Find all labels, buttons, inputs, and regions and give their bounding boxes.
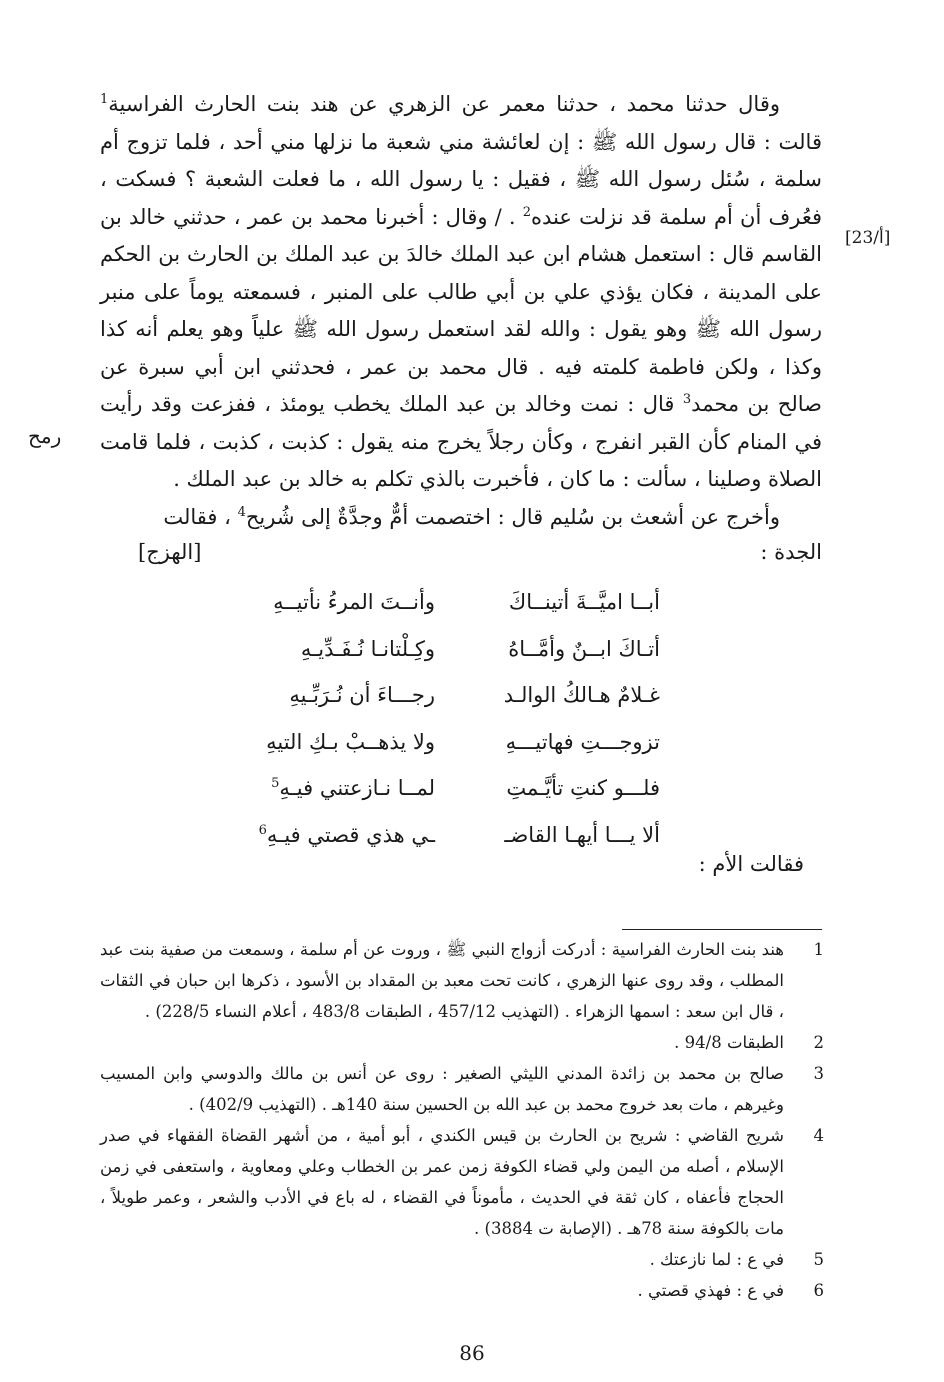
verse-first-hemistich: ألا يـــا أيهـا القاضـ xyxy=(504,822,660,847)
closing-line: فقالت الأم : xyxy=(698,852,804,876)
footnote-number: 5 xyxy=(813,1250,824,1269)
speaker-label: الجدة : xyxy=(760,540,822,564)
footnote-number: 3 xyxy=(813,1064,824,1083)
footnote-marker[interactable]: 5 xyxy=(271,776,280,791)
verse-second-hemistich: وكِـلْتانـا نُـفَـدِّيـهِ xyxy=(300,636,435,661)
footnote xyxy=(100,1027,824,1058)
footnote-marker[interactable]: 6 xyxy=(258,822,267,838)
footnote-marker[interactable]: 1 xyxy=(100,92,109,107)
margin-annotation: رمح xyxy=(28,424,62,448)
manuscript-folio-ref: [23/أ] xyxy=(845,228,891,248)
verse-second-hemistich: لمــا نـازعتني فيـهِ$^5$ xyxy=(271,776,435,800)
page-number: 86 xyxy=(459,1341,485,1365)
main-text xyxy=(100,86,822,536)
footnote xyxy=(100,1120,824,1244)
footnote-text: في ع : لما نازعتك . xyxy=(649,1250,784,1269)
verse-first-hemistich: أبــا اميَّــةَ أتينــاكَ xyxy=(508,590,660,614)
footnote-number: 4 xyxy=(813,1126,824,1145)
paragraph-1: وقال حدثنا محمد ، حدثنا معمر عن الزهري عن هند بنت الحارث الفراسية$^1$ قالت : قال رسول الله ﷺ : إن لعائشة مني شعبة ما نزلها مني أحد ، فلما تزوج أم سلمة ، سُئل رسول الله ﷺ ، فقيل : يا رسول الله ، ما فعلت الشعبة ؟ فسكت ، فعُرف أن أم سلمة قد نزلت عنده$^2$ . / وقال : أخبرنا محمد بن عمر ، حدثني خالد بن القاسم قال : استعمل هشام ابن عبد الملك خالدَ بن عبد الملك بن الحارث بن الحكم على المدينة ، فكان يؤذي علي بن أبي طالب على المنبر ، فسمعته يوماً على منبر رسول الله ﷺ وهو يقول : والله لقد استعمل رسول الله ﷺ علياً وهو يعلم أنه كذا وكذا ، ولكن فاطمة كلمته فيه . قال محمد بن عمر ، فحدثني ابن أبي سبرة عن صالح بن محمد$^3$ قال : نمت وخالد بن عبد الملك يخطب يومئذ ، ففزعت وقد رأيت في المنام كأن القبر انفرج ، وكأن رجلاً يخرج منه يقول : كذبت ، كذبت ، فلما قامت الصلاة وصلينا ، سألت : ما كان ، فأخبرت بالذي تكلم به خالد بن عبد الملك . xyxy=(100,92,822,491)
footnote xyxy=(100,1244,824,1275)
verse-second-hemistich: رجـــاءَ أن نُـرَبِّـيهِ xyxy=(289,683,435,707)
footnote-text: في ع : فهذي قصتي . xyxy=(637,1281,784,1300)
footnote xyxy=(100,1058,824,1120)
footnote-marker[interactable]: 3 xyxy=(682,392,692,407)
footnote-number: 6 xyxy=(813,1281,824,1300)
footnote-marker[interactable]: 2 xyxy=(522,204,532,220)
verse-first-hemistich: غـلامٌ هـالكُ الوالـد xyxy=(503,683,660,707)
speaker-row xyxy=(100,540,822,578)
poem xyxy=(240,582,660,861)
verse-second-hemistich: ـي هذي قصتي فيـهِ$^6$ xyxy=(258,822,435,847)
footnote xyxy=(100,1275,824,1306)
poem-verse xyxy=(240,722,660,769)
footnote xyxy=(100,934,824,1027)
footnote-marker[interactable]: 4 xyxy=(237,504,246,520)
poetic-meter: [الهزج] xyxy=(138,540,202,564)
paragraph-2: وأخرج عن أشعث بن سُليم قال : اختصمت أمٌّ وجدَّةٌ إلى شُريح$^4$ ، فقالت xyxy=(163,504,780,529)
verse-first-hemistich: أتـاكَ ابــنٌ وأمَّــاهُ xyxy=(508,636,660,661)
verse-first-hemistich: تزوجـــتِ فهاتيـــهِ xyxy=(505,729,660,754)
poem-verse xyxy=(240,629,660,676)
footnote-number: 1 xyxy=(813,940,824,959)
footnote-number: 2 xyxy=(813,1033,824,1052)
footnotes xyxy=(100,934,824,1306)
footnote-text: شريح القاضي : شريح بن الحارث بن قيس الكندي ، أبو أمية ، من أشهر القضاة الفقهاء في صدر الإسلام ، أصله من اليمن ولي قضاء الكوفة زمن عمر بن الخطاب وعلي ومعاوية ، واستعفى في زمن الحجاج فأعفاه ، كان ثقة في الحديث ، مأموناً في القضاء ، له باع في الأدب والشعر ، وعمر طويلاً ، مات بالكوفة سنة 78هـ . (الإصابة ت 3884) . xyxy=(100,1126,784,1238)
poem-verse xyxy=(240,768,660,815)
footnote-separator xyxy=(622,929,822,930)
poem-verse xyxy=(240,582,660,629)
footnote-text: صالح بن محمد بن زائدة المدني الليثي الصغير : روى عن أنس بن مالك والدوسي وابن المسيب وغيرهم ، مات بعد خروج محمد بن عبد الله بن الحسين سنة 140هـ . (التهذيب 402/9) . xyxy=(100,1064,784,1114)
footnote-text: الطبقات 94/8 . xyxy=(674,1033,784,1052)
poem-verse xyxy=(240,675,660,722)
poem-verse xyxy=(240,815,660,862)
verse-second-hemistich: وأنــتَ المرءُ نأتيــهِ xyxy=(273,590,435,614)
verse-first-hemistich: فلـــو كنتِ تأيَّـمتِ xyxy=(506,776,660,800)
footnote-text: هند بنت الحارث الفراسية : أدركت أزواج النبي ﷺ ، وروت عن أم سلمة ، وسمعت من صفية بنت عبد المطلب ، وقد روى عنها الزهري ، كانت تحت معبد بن المقداد بن الأسود ، ذكرها ابن حبان في الثقات ، قال ابن سعد : اسمها الزهراء . (التهذيب 457/12 ، الطبقات 483/8 ، أعلام النساء 228/5) . xyxy=(100,940,784,1021)
verse-second-hemistich: ولا يذهــبْ بـكِ التيهِ xyxy=(266,729,435,754)
